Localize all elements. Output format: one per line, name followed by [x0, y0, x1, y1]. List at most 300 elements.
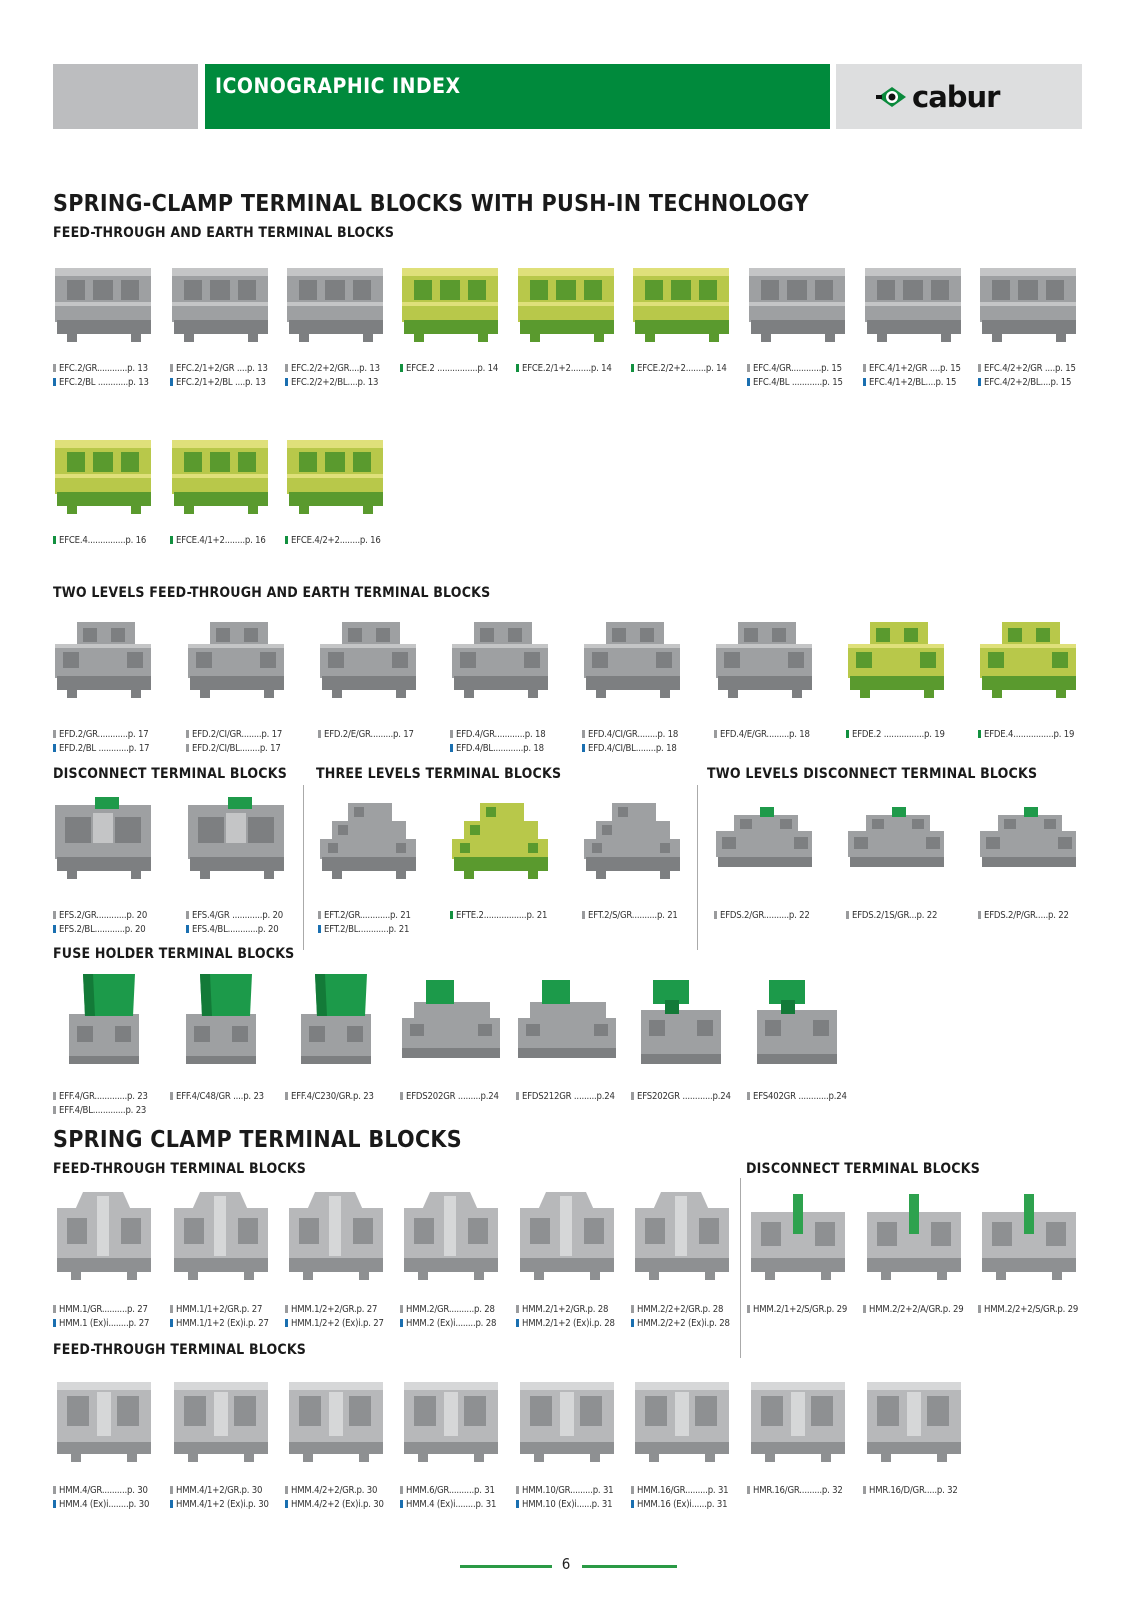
product-code[interactable] [863, 376, 961, 390]
product-code[interactable] [53, 909, 147, 923]
product-code-text: EFDS.2/1S/GR...p. 22 [852, 910, 938, 921]
product-code[interactable] [631, 1303, 730, 1317]
product-code[interactable] [318, 923, 411, 937]
product-item[interactable] [285, 1368, 393, 1464]
color-tag-icon [846, 730, 849, 738]
color-tag-icon [582, 744, 585, 752]
color-tag-icon [400, 1500, 403, 1508]
terminal-block-image [450, 614, 552, 700]
product-item[interactable] [978, 795, 1086, 881]
product-item[interactable] [978, 258, 1086, 344]
product-code-text: EFDS.2/GR..........p. 22 [720, 910, 810, 921]
product-item[interactable] [631, 258, 739, 344]
product-code[interactable] [450, 909, 547, 923]
color-tag-icon [285, 536, 288, 544]
product-item[interactable] [53, 430, 161, 516]
product-item[interactable] [863, 1368, 971, 1464]
product-code[interactable] [714, 728, 810, 742]
product-code-text: HMM.16/GR.........p. 31 [637, 1485, 729, 1496]
product-code[interactable] [714, 909, 810, 923]
product-item[interactable] [186, 614, 294, 700]
terminal-block-image [516, 1188, 618, 1284]
product-code[interactable] [863, 1303, 964, 1317]
product-code[interactable] [582, 742, 678, 756]
product-code-list [714, 728, 810, 742]
product-item[interactable] [846, 795, 954, 881]
terminal-block-image [516, 258, 618, 344]
product-code[interactable] [170, 362, 268, 376]
product-code-list [53, 534, 146, 548]
color-tag-icon [53, 925, 56, 933]
product-code-text: HMM.2/2+2/GR.p. 28 [637, 1304, 724, 1315]
product-item[interactable] [285, 1188, 393, 1284]
subsection-two-levels: TWO LEVELS FEED-THROUGH AND EARTH TERMINAL BLOCKS [53, 585, 491, 601]
product-item[interactable] [53, 970, 161, 1066]
product-code[interactable] [170, 1484, 269, 1498]
product-code[interactable] [747, 1484, 843, 1498]
product-code-list [285, 362, 380, 390]
brand-logo-block [836, 64, 1082, 129]
terminal-block-image [400, 1368, 502, 1464]
color-tag-icon [450, 911, 453, 919]
product-code-list [863, 1484, 958, 1498]
product-code-text: EFC.2/2+2/GR....p. 13 [291, 363, 380, 374]
product-item[interactable] [631, 970, 739, 1066]
color-tag-icon [400, 364, 403, 372]
color-tag-icon [863, 364, 866, 372]
product-item[interactable] [714, 795, 822, 881]
product-code-list [285, 534, 381, 548]
terminal-block-image [170, 1368, 272, 1464]
product-code[interactable] [582, 909, 678, 923]
product-code-text: EFDE.2 ................p. 19 [852, 729, 945, 740]
product-code-list [516, 362, 612, 376]
product-code-text: EFCE.4...............p. 16 [59, 535, 147, 546]
color-tag-icon [186, 744, 189, 752]
product-code[interactable] [747, 1090, 847, 1104]
product-code-list [846, 909, 937, 923]
product-code-text: EFS.2/GR............p. 20 [59, 910, 148, 921]
product-item[interactable] [318, 614, 426, 700]
product-code-text: EFC.4/2+2/BL....p. 15 [984, 377, 1072, 388]
product-code-text: EFD.2/CI/GR........p. 17 [192, 729, 283, 740]
product-code[interactable] [631, 1498, 728, 1512]
product-item[interactable] [978, 1188, 1086, 1284]
product-item[interactable] [53, 258, 161, 344]
product-code[interactable] [846, 909, 937, 923]
product-code[interactable] [978, 909, 1069, 923]
product-code[interactable] [747, 362, 843, 376]
terminal-block-image [582, 795, 684, 881]
product-item[interactable] [400, 970, 508, 1066]
product-code[interactable] [318, 909, 411, 923]
subsection-feed-through-hmm: FEED-THROUGH TERMINAL BLOCKS [53, 1161, 307, 1177]
terminal-block-image [170, 258, 272, 344]
product-item[interactable] [631, 1368, 739, 1464]
product-code-text: HMM.2/1+2/S/GR.p. 29 [753, 1304, 848, 1315]
color-tag-icon [747, 1092, 750, 1100]
product-code[interactable] [53, 728, 149, 742]
product-code-list [170, 1090, 264, 1104]
product-code[interactable] [978, 362, 1076, 376]
subsection-feed-through-hmm-large: FEED-THROUGH TERMINAL BLOCKS [53, 1342, 307, 1358]
terminal-block-image [400, 970, 502, 1066]
color-tag-icon [400, 1319, 403, 1327]
color-tag-icon [53, 536, 56, 544]
product-code[interactable] [53, 1484, 149, 1498]
subsection-disconnect: DISCONNECT TERMINAL BLOCKS [53, 766, 287, 782]
product-item[interactable] [285, 258, 393, 344]
product-code-list [978, 728, 1074, 742]
product-code[interactable] [400, 1090, 499, 1104]
product-code[interactable] [450, 742, 545, 756]
product-item[interactable] [53, 1368, 161, 1464]
product-code-text: EFT.2/GR............p. 21 [324, 910, 411, 921]
product-code-text: EFC.4/BL ............p. 15 [753, 377, 843, 388]
terminal-block-image [285, 258, 387, 344]
product-code-text: HMM.4 (Ex)i........p. 30 [59, 1499, 150, 1510]
color-tag-icon [53, 1500, 56, 1508]
product-item[interactable] [582, 795, 690, 881]
product-item[interactable] [863, 258, 971, 344]
subsection-two-levels-disconnect: TWO LEVELS DISCONNECT TERMINAL BLOCKS [707, 766, 1038, 782]
product-code-list [318, 728, 414, 742]
product-code-list [53, 362, 149, 390]
product-code-text: EFTE.2.................p. 21 [456, 910, 548, 921]
color-tag-icon [53, 1486, 56, 1494]
product-item[interactable] [516, 1368, 624, 1464]
product-code[interactable] [516, 1303, 615, 1317]
color-tag-icon [846, 911, 849, 919]
product-code-text: EFC.2/2+2/BL....p. 13 [291, 377, 379, 388]
product-code-text: HMM.1/1+2 (Ex)i.p. 27 [176, 1318, 269, 1329]
color-tag-icon [285, 1092, 288, 1100]
product-item[interactable] [582, 614, 690, 700]
product-item[interactable] [747, 970, 855, 1066]
header-grey-block [53, 64, 198, 129]
product-code-text: HMM.2/2+2/A/GR.p. 29 [869, 1304, 964, 1315]
product-item[interactable] [170, 430, 278, 516]
color-tag-icon [747, 378, 750, 386]
product-code-text: HMM.16 (Ex)i......p. 31 [637, 1499, 728, 1510]
product-item[interactable] [170, 258, 278, 344]
product-code-list [170, 362, 268, 390]
product-code[interactable] [170, 1498, 269, 1512]
product-code[interactable] [285, 1090, 374, 1104]
product-item[interactable] [400, 1368, 508, 1464]
color-tag-icon [516, 1305, 519, 1313]
product-code-text: HMM.4 (Ex)i........p. 31 [406, 1499, 497, 1510]
product-code[interactable] [285, 1484, 384, 1498]
product-code[interactable] [285, 1498, 384, 1512]
product-code[interactable] [978, 728, 1074, 742]
product-code-list [747, 1303, 847, 1317]
product-code[interactable] [170, 1317, 269, 1331]
color-tag-icon [516, 1319, 519, 1327]
product-code-text: EFT.2/BL............p. 21 [324, 924, 410, 935]
color-tag-icon [285, 1305, 288, 1313]
color-tag-icon [978, 730, 981, 738]
product-code[interactable] [53, 1498, 149, 1512]
product-code[interactable] [53, 1317, 149, 1331]
product-code-list [714, 909, 810, 923]
product-code[interactable] [53, 1104, 148, 1118]
product-code-text: EFD.4/E/GR.........p. 18 [720, 729, 810, 740]
product-item[interactable] [170, 970, 278, 1066]
column-separator [697, 785, 698, 950]
color-tag-icon [318, 925, 321, 933]
product-code-list [450, 909, 547, 923]
product-code[interactable] [285, 534, 381, 548]
product-code-text: HMM.10 (Ex)i......p. 31 [522, 1499, 613, 1510]
product-item[interactable] [400, 1188, 508, 1284]
product-code-list [285, 1090, 374, 1104]
product-code[interactable] [285, 1317, 384, 1331]
color-tag-icon [186, 730, 189, 738]
product-code-list [747, 1090, 847, 1104]
color-tag-icon [714, 730, 717, 738]
color-tag-icon [170, 364, 173, 372]
product-code-text: EFC.2/1+2/BL ....p. 13 [176, 377, 266, 388]
product-code-text: EFF.4/GR.............p. 23 [59, 1091, 148, 1102]
product-code-list [582, 909, 678, 923]
color-tag-icon [516, 1500, 519, 1508]
product-code-text: HMM.2/GR..........p. 28 [406, 1304, 495, 1315]
color-tag-icon [53, 744, 56, 752]
product-code-text: EFT.2/S/GR..........p. 21 [588, 910, 678, 921]
product-item[interactable] [747, 258, 855, 344]
terminal-block-image [285, 1368, 387, 1464]
product-code-list [53, 728, 149, 756]
product-item[interactable] [450, 614, 558, 700]
product-code[interactable] [170, 1090, 264, 1104]
product-code[interactable] [53, 376, 149, 390]
terminal-block-image [400, 1188, 502, 1284]
terminal-block-image [53, 258, 155, 344]
product-item[interactable] [516, 258, 624, 344]
product-code[interactable] [186, 923, 283, 937]
product-item[interactable] [714, 614, 822, 700]
product-code-text: EFS.4/GR ............p. 20 [192, 910, 283, 921]
product-code-list [53, 1090, 148, 1118]
color-tag-icon [285, 1486, 288, 1494]
color-tag-icon [450, 744, 453, 752]
product-code-list [516, 1303, 615, 1331]
product-code-text: HMM.4/2+2 (Ex)i.p. 30 [291, 1499, 384, 1510]
product-code[interactable] [516, 362, 612, 376]
product-code[interactable] [631, 1090, 731, 1104]
terminal-block-image [53, 795, 155, 881]
color-tag-icon [318, 730, 321, 738]
color-tag-icon [186, 911, 189, 919]
product-code[interactable] [400, 1303, 496, 1317]
product-code[interactable] [631, 1317, 730, 1331]
product-code[interactable] [170, 376, 268, 390]
product-code[interactable] [516, 1484, 613, 1498]
footer-line-left [460, 1565, 552, 1568]
product-code[interactable] [450, 728, 545, 742]
column-separator [303, 785, 304, 950]
product-item[interactable] [53, 1188, 161, 1284]
product-code[interactable] [53, 742, 149, 756]
product-item[interactable] [400, 258, 508, 344]
product-code[interactable] [53, 534, 146, 548]
product-code[interactable] [631, 362, 727, 376]
product-code-text: HMM.4/1+2 (Ex)i.p. 30 [176, 1499, 269, 1510]
product-item[interactable] [450, 795, 558, 881]
product-code[interactable] [318, 728, 414, 742]
product-code-list [170, 1303, 269, 1331]
color-tag-icon [170, 1500, 173, 1508]
product-code-text: HMM.2/2+2 (Ex)i.p. 28 [637, 1318, 730, 1329]
terminal-block-image [170, 430, 272, 516]
product-code-text: HMM.2/2+2/S/GR.p. 29 [984, 1304, 1079, 1315]
product-code[interactable] [285, 376, 380, 390]
product-code-text: HMM.1/1+2/GR.p. 27 [176, 1304, 263, 1315]
terminal-block-image [582, 614, 684, 700]
product-code[interactable] [747, 376, 843, 390]
product-code[interactable] [53, 362, 149, 376]
product-code-text: EFC.4/GR............p. 15 [753, 363, 842, 374]
product-item[interactable] [170, 1188, 278, 1284]
terminal-block-image [400, 258, 502, 344]
product-code-text: EFDS212GR .........p.24 [522, 1091, 615, 1102]
color-tag-icon [170, 378, 173, 386]
terminal-block-image [747, 1368, 849, 1464]
product-code-text: EFD.4/GR............p. 18 [456, 729, 546, 740]
product-code-text: EFF.4/C48/GR ....p. 23 [176, 1091, 264, 1102]
product-item[interactable] [747, 1368, 855, 1464]
product-code[interactable] [400, 1317, 496, 1331]
color-tag-icon [400, 1305, 403, 1313]
terminal-block-image [170, 970, 272, 1066]
color-tag-icon [53, 378, 56, 386]
color-tag-icon [631, 1305, 634, 1313]
product-code[interactable] [978, 376, 1076, 390]
color-tag-icon [978, 378, 981, 386]
product-code-list [978, 362, 1076, 390]
product-code[interactable] [747, 1303, 847, 1317]
product-code[interactable] [978, 1303, 1078, 1317]
product-code-text: HMM.2 (Ex)i........p. 28 [406, 1318, 497, 1329]
color-tag-icon [53, 364, 56, 372]
section-title-spring-clamp: SPRING CLAMP TERMINAL BLOCKS [53, 1127, 462, 1153]
product-item[interactable] [747, 1188, 855, 1284]
product-item[interactable] [186, 795, 294, 881]
terminal-block-image [53, 614, 155, 700]
product-code-text: HMM.6/GR..........p. 31 [406, 1485, 495, 1496]
terminal-block-image [747, 1188, 849, 1284]
color-tag-icon [170, 536, 173, 544]
product-code-list [400, 1303, 496, 1331]
terminal-block-image [631, 1188, 733, 1284]
product-code[interactable] [582, 728, 678, 742]
product-code[interactable] [186, 742, 282, 756]
product-code[interactable] [186, 728, 282, 742]
terminal-block-image [747, 970, 849, 1066]
color-tag-icon [631, 1319, 634, 1327]
product-item[interactable] [285, 430, 393, 516]
color-tag-icon [170, 1319, 173, 1327]
terminal-block-image [170, 1188, 272, 1284]
product-code-text: EFD.2/CI/BL........p. 17 [192, 743, 281, 754]
product-item[interactable] [170, 1368, 278, 1464]
terminal-block-image [846, 614, 948, 700]
product-code[interactable] [400, 362, 498, 376]
product-code-text: HMR.16/GR.........p. 32 [753, 1485, 843, 1496]
product-item[interactable] [631, 1188, 739, 1284]
product-code[interactable] [170, 1303, 269, 1317]
color-tag-icon [863, 378, 866, 386]
product-code[interactable] [53, 1090, 148, 1104]
color-tag-icon [400, 1092, 403, 1100]
color-tag-icon [186, 925, 189, 933]
product-code[interactable] [516, 1317, 615, 1331]
product-code-text: EFC.2/1+2/GR ....p. 13 [176, 363, 268, 374]
product-item[interactable] [285, 970, 393, 1066]
product-item[interactable] [53, 795, 161, 881]
product-code-list [631, 362, 727, 376]
product-code-list [318, 909, 411, 937]
product-item[interactable] [846, 614, 954, 700]
product-code[interactable] [53, 923, 147, 937]
product-code[interactable] [170, 534, 266, 548]
product-code-list [747, 362, 843, 390]
product-code-list [53, 1484, 149, 1512]
product-code[interactable] [400, 1498, 496, 1512]
color-tag-icon [714, 911, 717, 919]
terminal-block-image [186, 614, 288, 700]
terminal-block-image [863, 1188, 965, 1284]
product-code[interactable] [186, 909, 283, 923]
product-code[interactable] [863, 1484, 958, 1498]
product-code[interactable] [863, 362, 961, 376]
terminal-block-image [863, 1368, 965, 1464]
product-code-list [53, 1303, 149, 1331]
product-code-text: HMM.1/2+2 (Ex)i.p. 27 [291, 1318, 384, 1329]
color-tag-icon [53, 1106, 56, 1114]
product-code[interactable] [846, 728, 945, 742]
terminal-block-image [53, 970, 155, 1066]
product-item[interactable] [863, 1188, 971, 1284]
product-code[interactable] [516, 1090, 615, 1104]
terminal-block-image [978, 258, 1080, 344]
product-code-text: HMM.1/GR..........p. 27 [59, 1304, 148, 1315]
product-code-text: HMM.4/2+2/GR.p. 30 [291, 1485, 378, 1496]
product-item[interactable] [978, 614, 1086, 700]
product-code[interactable] [400, 1484, 496, 1498]
product-code[interactable] [631, 1484, 728, 1498]
product-code-list [285, 1303, 384, 1331]
product-item[interactable] [318, 795, 426, 881]
section-title-push-in: SPRING-CLAMP TERMINAL BLOCKS WITH PUSH-IN TECHNOLOGY [53, 191, 809, 217]
product-item[interactable] [516, 970, 624, 1066]
product-code-text: EFD.2/BL ............p. 17 [59, 743, 150, 754]
product-code-list [582, 728, 678, 756]
brand-name: cabur [912, 80, 1000, 114]
product-code-list [863, 1303, 964, 1317]
color-tag-icon [978, 1305, 981, 1313]
product-code[interactable] [285, 362, 380, 376]
product-item[interactable] [516, 1188, 624, 1284]
product-item[interactable] [53, 614, 161, 700]
product-code-text: EFD.4/BL............p. 18 [456, 743, 544, 754]
product-code[interactable] [285, 1303, 384, 1317]
product-code[interactable] [53, 1303, 149, 1317]
color-tag-icon [285, 1500, 288, 1508]
product-code-text: EFS.4/BL............p. 20 [192, 924, 279, 935]
product-code[interactable] [516, 1498, 613, 1512]
